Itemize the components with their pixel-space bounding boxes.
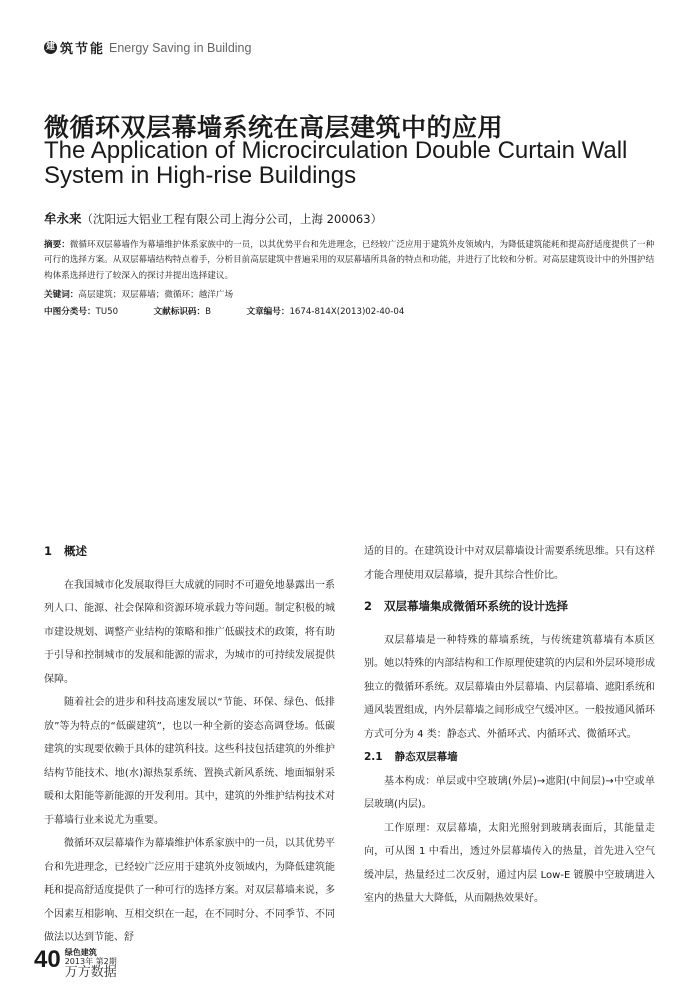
abstract: [44, 238, 656, 284]
header-column-cn: 筑节能: [60, 42, 106, 57]
paragraph: 微循环双层幕墙作为幕墙维护体系家族中的一员，以其优势平台和先进理念，已经较广泛应用于建筑外皮领域内，为降低建筑能耗和提高舒适度提供了一种可行的选择方案。对双层幕墙来说，多个因素互相影响、互相交织在一起，在不同时分、不同季节、不同做法以达到节能、舒: [44, 838, 335, 943]
keywords-text: 高层建筑；双层幕墙；微循环；越洋广场: [78, 290, 234, 300]
subsection-2-1-heading: [364, 746, 655, 770]
section-1-title: 概述: [64, 544, 88, 558]
article-number-value: 1674-814X(2013)02-40-04: [289, 307, 405, 317]
article-title-en: The Application of Microcirculation Double Curtain Wall System in High-rise Buildings: [44, 137, 628, 189]
subsection-2-1-title: 静态双层幕墙: [394, 751, 458, 763]
paragraph: 随着社会的进步和科技高速发展以“节能、环保、绿色、低排放”等为特点的“低碳建筑”，也以一种全新的姿态高调登场。低碳建筑的实现要依赖于具体的建筑科技。这些科技包括建筑的外维护结构节能技术、地(水)源热泵系统、置换式新风系统、地面辐射采暖和太阳能等新能源的开发利用。其中，建筑的外维护结构技术对于幕墙行业来说尤为重要。: [44, 697, 335, 826]
paragraph-continued: 适的目的。在建筑设计中对双层幕墙设计需要系统思维。只有这样才能合理使用双层幕墙，提升其综合性价比。: [364, 546, 655, 581]
header-column-en: Energy Saving in Building: [109, 40, 252, 55]
section-2-title: 双层幕墙集成微循环系统的设计选择: [384, 599, 569, 613]
section-2-number: 2: [364, 599, 373, 613]
page-number: 40: [34, 946, 61, 973]
right-column: [364, 540, 655, 911]
paragraph: 双层幕墙是一种特殊的幕墙系统，与传统建筑幕墙有本质区别。她以特殊的内部结构和工作原理使建筑的内层和外层环境形成独立的微循环系统。双层幕墙由外层幕墙、内层幕墙、遮阳系统和通风装置组成，内外层幕墙之间形成空气缓冲区。一般按通风循环方式可分为 4 类：静态式、外循环式、内循环式、微循环式。: [364, 634, 655, 740]
abstract-text: 微循环双层幕墙作为幕墙维护体系家族中的一员，以其优势平台和先进理念，已经较广泛应用于建筑外皮领域内，为降低建筑能耗和提高舒适度提供了一种可行的选择方案。从双层幕墙结构特点着手，分析目前高层建筑中普遍采用的双层幕墙所具备的特点和功能，并进行了比较和分析。对高层建筑设计中的外围护结构体系选择进行了较深入的探讨并提出选择建议。: [44, 240, 655, 281]
doc-code-label: 文献标识码：: [153, 307, 206, 317]
journal-issue: 2013年 第2期: [64, 957, 117, 966]
abstract-label: 摘要：: [44, 240, 70, 250]
paragraph: 基本构成：单层或中空玻璃(外层)→遮阳(中间层)→中空或单层玻璃(内层)。: [364, 775, 655, 810]
article-title-cn: 微循环双层幕墙系统在高层建筑中的应用: [44, 113, 504, 142]
paragraph: 工作原理：双层幕墙，太阳光照射到玻璃表面后，其能量走向，可从图 1 中看出，透过外层幕墙传入的热量，首先进入空气缓冲层，热量经过二次反射，通过内层 Low-E 镀膜中空玻璃进入室内的热量大大降低，从而隔热效果好。: [364, 822, 655, 904]
section-1-number: 1: [44, 544, 53, 558]
paragraph: 在我国城市化发展取得巨大成就的同时不可避免地暴露出一系列人口、能源、社会保障和资源环境承载力等问题。制定积极的城市建设规划、调整产业结构的策略和推广低碳技术的政策，将有助于引导和控制城市的发展和能源的需求，为城市的可持续发展提供保障。: [44, 579, 335, 685]
article-number-label: 文章编号：: [246, 307, 290, 317]
doc-code-value: B: [205, 307, 212, 317]
journal-logo-icon: 建: [45, 42, 55, 52]
subsection-2-1-number: 2.1: [364, 751, 383, 763]
watermark: 万方数据: [64, 965, 117, 980]
keywords-label: 关键词：: [44, 290, 79, 300]
clc-value: TU50: [95, 307, 119, 317]
journal-name: 绿色建筑: [64, 948, 97, 957]
author-affiliation: （沈阳远大铝业工程有限公司上海分公司，上海 200063）: [81, 212, 383, 226]
running-header: [44, 38, 251, 57]
keywords: [44, 288, 233, 300]
page-footer: [34, 948, 117, 980]
clc-label: 中图分类号：: [44, 307, 96, 317]
journal-info: [65, 948, 117, 980]
section-1-heading: [44, 540, 335, 564]
section-2-heading: [364, 595, 655, 619]
classification-line: [44, 305, 404, 317]
author-name: 牟永来: [44, 211, 82, 226]
author-line: [44, 209, 382, 227]
left-column: [44, 540, 335, 950]
